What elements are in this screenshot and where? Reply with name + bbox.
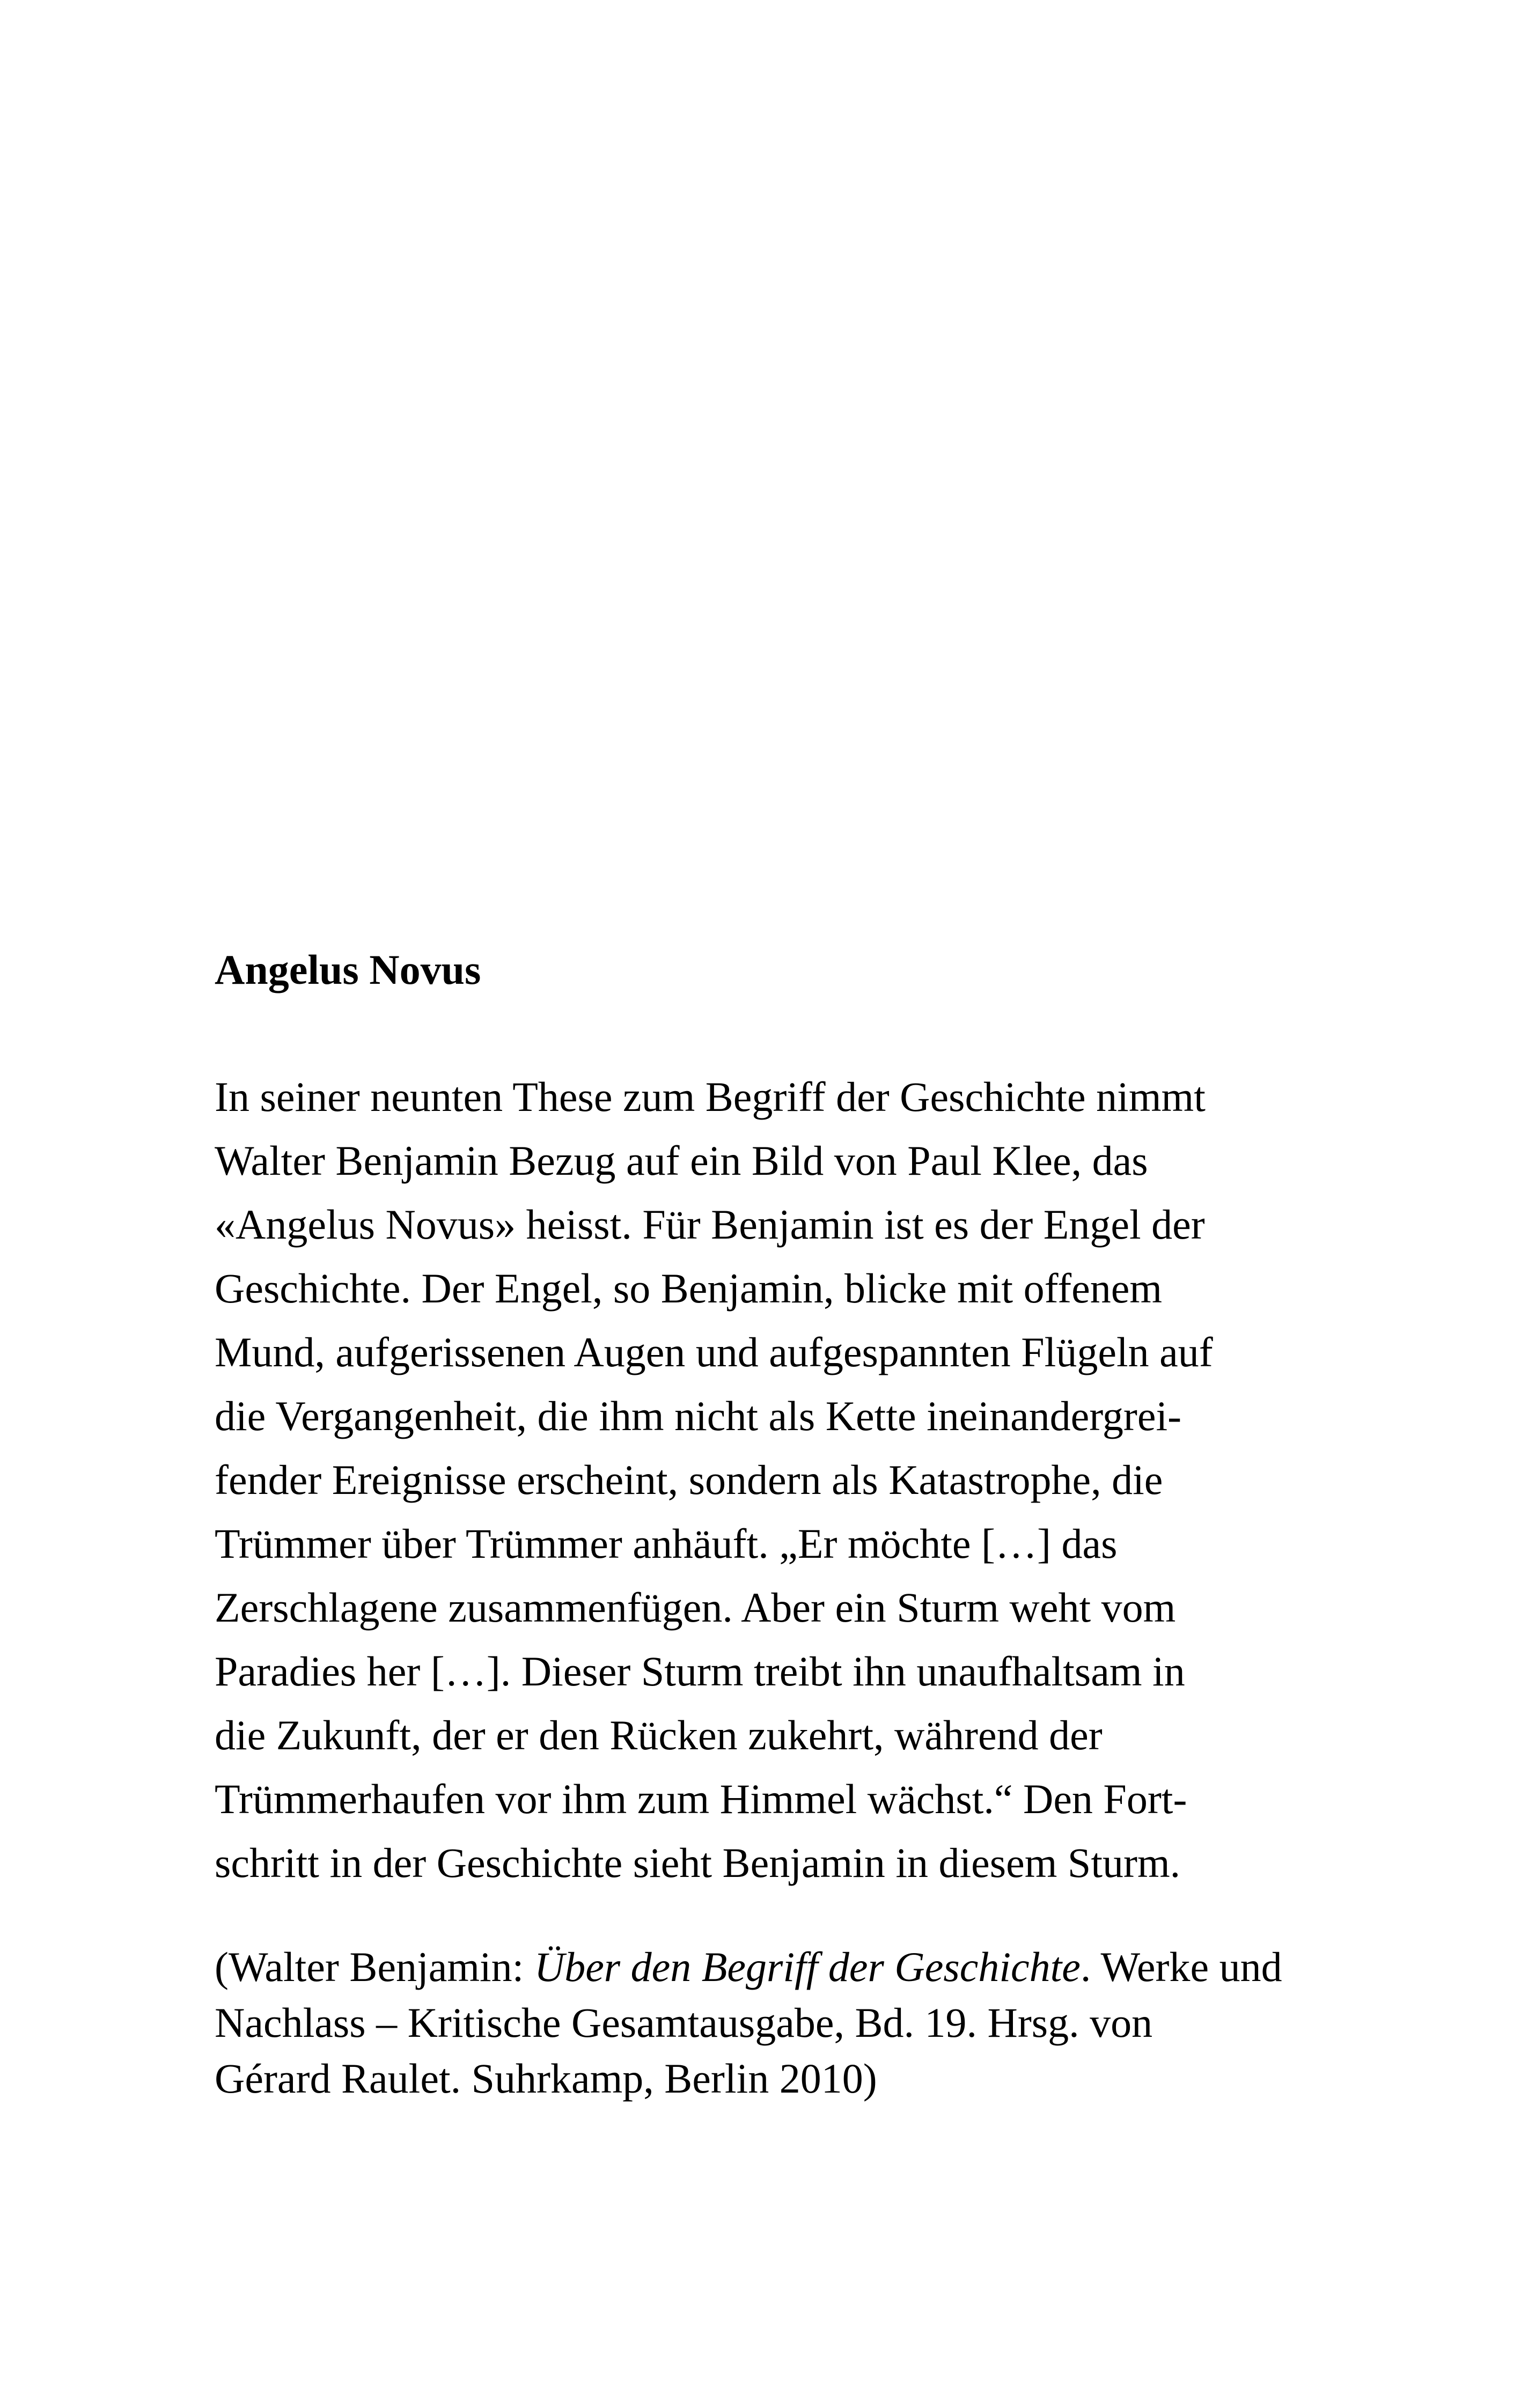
- paragraph-line: fender Ereignisse erscheint, sondern als Katastrophe, die: [215, 1456, 1163, 1503]
- citation-edition: . Werke und: [1080, 1943, 1282, 1990]
- paragraph-line: Walter Benjamin Bezug auf ein Bild von Paul Klee, das: [215, 1137, 1148, 1184]
- paragraph-line: schritt in der Geschichte sieht Benjamin in diesem Sturm.: [215, 1839, 1181, 1886]
- paragraph-line: Geschichte. Der Engel, so Benjamin, blicke mit offenem: [215, 1265, 1163, 1312]
- section-heading: Angelus Novus: [215, 946, 481, 993]
- paragraph-line: Mund, aufgerissenen Augen und aufgespannten Flügeln auf: [215, 1329, 1213, 1375]
- citation-work-title: Über den Begriff der Geschichte: [534, 1943, 1081, 1990]
- citation-line-1: [215, 1939, 1373, 1995]
- paragraph-line: Trümmer über Trümmer anhäuft. „Er möchte […] das: [215, 1520, 1118, 1567]
- paragraph-line: Paradies her […]. Dieser Sturm treibt ihn unaufhaltsam in: [215, 1648, 1185, 1695]
- citation-author: (Walter Benjamin:: [215, 1943, 534, 1990]
- citation: [215, 1939, 1373, 2107]
- paragraph-line: Trümmerhaufen vor ihm zum Himmel wächst.“ Den Fort-: [215, 1776, 1187, 1822]
- paragraph-line: In seiner neunten These zum Begriff der Geschichte nimmt: [215, 1073, 1206, 1120]
- citation-line-3: Gérard Raulet. Suhrkamp, Berlin 2010): [215, 2055, 877, 2102]
- paragraph-line: die Vergangenheit, die ihm nicht als Kette ineinandergrei-: [215, 1393, 1182, 1439]
- paragraph-line: die Zukunft, der er den Rücken zukehrt, während der: [215, 1712, 1103, 1758]
- paragraph-line: Zerschlagene zusammenfügen. Aber ein Sturm weht vom: [215, 1584, 1176, 1631]
- body-paragraph: [215, 1065, 1373, 1895]
- citation-line-2: Nachlass – Kritische Gesamtausgabe, Bd. 19. Hrsg. von: [215, 1999, 1153, 2046]
- paragraph-line: «Angelus Novus» heisst. Für Benjamin ist es der Engel der: [215, 1201, 1205, 1248]
